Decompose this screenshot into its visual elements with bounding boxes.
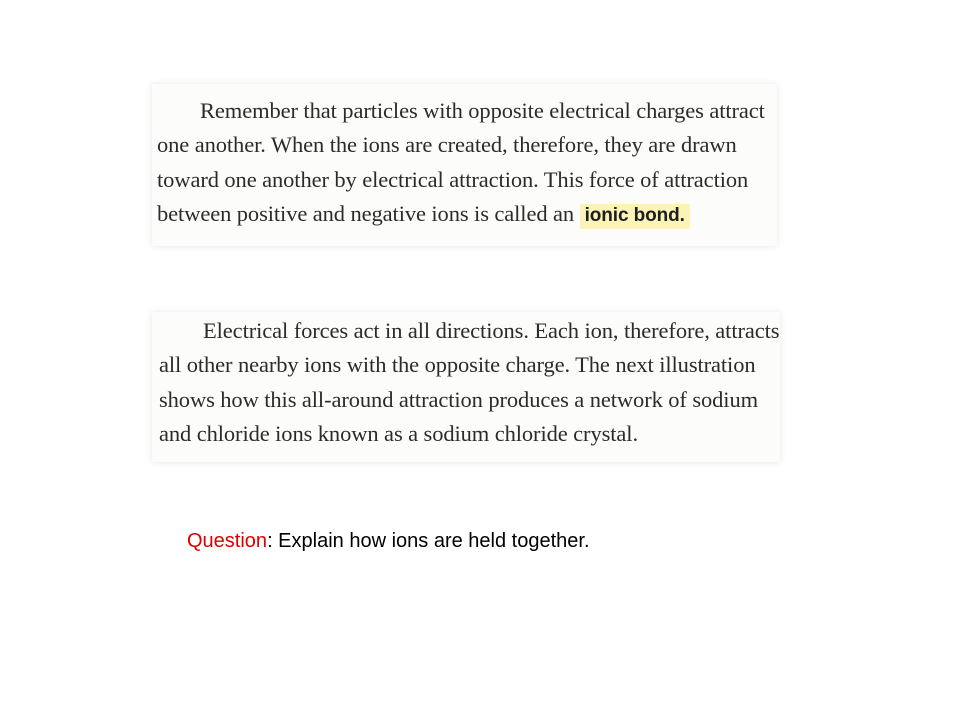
paragraph-1-line-1: Remember that particles with opposite electrical charges attract: [200, 98, 765, 123]
paragraph-1-line-4: [157, 203, 690, 226]
paragraph-2-line-3: shows how this all-around attraction produces a network of sodium: [159, 387, 759, 412]
paragraph-1-line-3: toward one another by electrical attraction. This force of attraction: [157, 167, 749, 192]
paragraph-2-line-1: Electrical forces act in all directions. Each ion, therefore, attracts: [203, 318, 780, 343]
paragraph-1-line-2: one another. When the ions are created, therefore, they are drawn: [157, 132, 737, 157]
question-label: Question: [187, 530, 268, 552]
question-text: Explain how ions are held together.: [272, 530, 590, 552]
paragraph-2-line-2: all other nearby ions with the opposite charge. The next illustration: [159, 352, 756, 377]
paragraph-2-line-4: and chloride ions known as a sodium chloride crystal.: [159, 421, 638, 446]
highlighted-term-ionic-bond: ionic bond.: [580, 204, 690, 229]
question-prompt: [187, 530, 590, 553]
question-separator: :: [267, 530, 273, 552]
paragraph-1-line-4-text: between positive and negative ions is called an: [157, 201, 575, 226]
